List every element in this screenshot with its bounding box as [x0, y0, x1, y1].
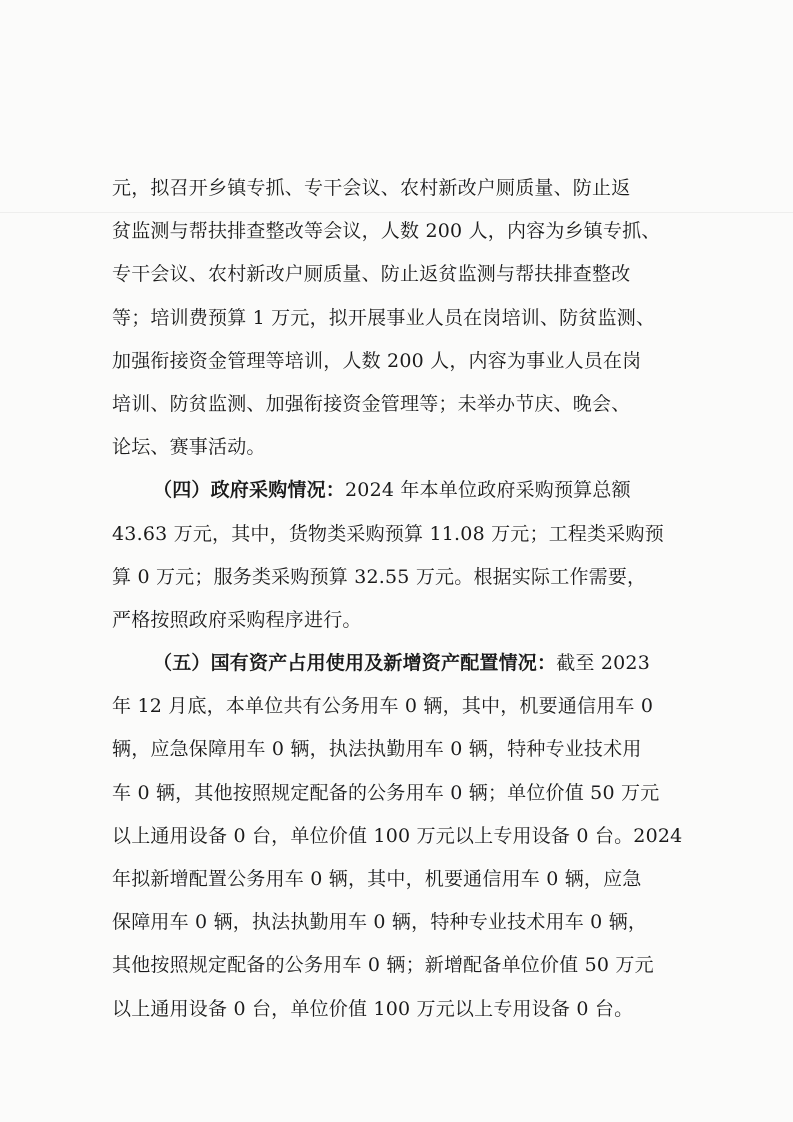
text-line: 年拟新增配置公务用车 0 辆，其中，机要通信用车 0 辆，应急 — [112, 868, 642, 890]
text-line: 加强衔接资金管理等培训，人数 200 人，内容为事业人员在岗 — [112, 349, 642, 372]
text-line: 其他按照规定配备的公务用车 0 辆；新增配备单位价值 50 万元 — [112, 954, 654, 977]
text-line: 车 0 辆，其他按照规定配备的公务用车 0 辆；单位价值 50 万元 — [112, 781, 660, 804]
text-line: 辆，应急保障用车 0 辆，执法执勤用车 0 辆，特种专业技术用 — [112, 738, 642, 761]
text-line: 贫监测与帮扶排查整改等会议，人数 200 人，内容为乡镇专抓、 — [112, 220, 661, 243]
text-line: 等；培训费预算 1 万元，拟开展事业人员在岗培训、防贫监测、 — [112, 306, 656, 329]
section-5-heading: （五）国有资产占用使用及新增资产配置情况： — [153, 652, 557, 675]
text-line: 保障用车 0 辆，执法执勤用车 0 辆，特种专业技术用车 0 辆， — [112, 911, 648, 934]
text-line: 论坛、赛事活动。 — [112, 436, 266, 459]
section-5-text: 截至 2023 — [556, 652, 650, 675]
text-line: 元，拟召开乡镇专抓、专干会议、农村新改户厕质量、防止返 — [112, 177, 631, 199]
body-text — [112, 167, 692, 1031]
text-line: 专干会议、农村新改户厕质量、防止返贫监测与帮扶排查整改 — [112, 263, 631, 286]
text-line: 算 0 万元；服务类采购预算 32.55 万元。根据实际工作需要， — [112, 565, 647, 588]
text-line: 43.63 万元，其中，货物类采购预算 11.08 万元；工程类采购预 — [112, 522, 664, 545]
section-4-heading: （四）政府采购情况： — [153, 479, 346, 502]
text-line: 以上通用设备 0 台，单位价值 100 万元以上专用设备 0 台。 — [112, 997, 634, 1020]
text-line: 培训、防贫监测、加强衔接资金管理等；未举办节庆、晚会、 — [112, 392, 631, 415]
text-line: 年 12 月底，本单位共有公务用车 0 辆，其中，机要通信用车 0 — [112, 695, 654, 718]
text-line: 严格按照政府采购程序进行。 — [112, 608, 362, 631]
text-line: 以上通用设备 0 台，单位价值 100 万元以上专用设备 0 台。2024 — [112, 824, 683, 847]
section-5-first-line — [112, 642, 692, 685]
section-4-text: 2024 年本单位政府采购预算总额 — [345, 479, 631, 502]
section-4-first-line — [112, 469, 692, 512]
